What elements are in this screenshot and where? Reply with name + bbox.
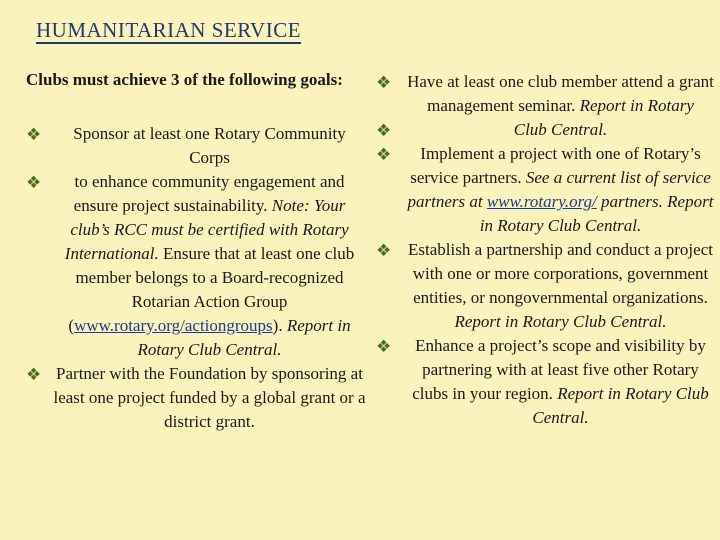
item-report: partners. Report in Rotary Club Central. xyxy=(479,192,714,235)
item-text: Ensure that at least one club member belongs to a Board-recognized Rotarian Action Group xyxy=(75,244,355,311)
diamond-bullet-icon: ❖ xyxy=(376,121,392,141)
item-text: Sponsor at least one Rotary Community Corps xyxy=(73,124,346,167)
diamond-bullet-icon: ❖ xyxy=(376,241,392,261)
right-column xyxy=(376,70,718,430)
item-text: Implement a project with one of Rotary’s service partners. xyxy=(410,144,701,187)
list-item: ❖ to enhance community engagement and ensure project sustainability. Note: Your club’s RCC must be certified with Rotary International. Ensure that at least one club member belongs to a Board-recognized Rotarian Action Group (www.rotary.org/actiongroups). Report in Rotary Club Central. xyxy=(26,172,355,359)
item-text: Enhance a project’s scope and visibility by partnering with at least five other Rotary clubs in your region. xyxy=(412,336,706,403)
item-text: to enhance community engagement and ensure project sustainability. xyxy=(73,172,345,215)
item-text: Partner with the Foundation by sponsoring at least one project funded by a global grant or a district grant. xyxy=(53,364,366,431)
item-report: Report in Rotary xyxy=(579,96,694,115)
diamond-bullet-icon: ❖ xyxy=(376,337,392,357)
item-report: Club Central. xyxy=(513,120,608,139)
left-column xyxy=(26,122,366,434)
item-note: Note: Your club’s RCC must be certified with Rotary International. xyxy=(64,196,349,263)
diamond-bullet-icon: ❖ xyxy=(376,145,392,165)
list-item xyxy=(376,70,718,118)
item-text: Have at least one club member attend a grant management seminar. xyxy=(407,72,714,115)
item-note: See a current list of service partners at xyxy=(407,168,711,211)
item-report: Report in Rotary Club Central. xyxy=(137,316,351,359)
item-report: Report in Rotary Club Central. xyxy=(532,384,709,427)
intro-text: Clubs must achieve 3 of the following goals: xyxy=(26,70,343,89)
page-title: HUMANITARIAN SERVICE xyxy=(36,18,302,42)
list-item xyxy=(376,334,718,430)
list-item xyxy=(376,118,718,142)
item-text: ). xyxy=(272,316,283,335)
diamond-bullet-icon: ❖ xyxy=(26,125,42,145)
item-text: Establish a partnership and conduct a project with one or more corporations, government entities, or nongovernmental organizations. xyxy=(408,240,713,307)
action-groups-link[interactable]: www.rotary.org/actiongroups xyxy=(74,316,273,335)
diamond-bullet-icon: ❖ xyxy=(376,73,392,93)
list-item xyxy=(26,362,366,434)
item-report: Report in Rotary Club Central. xyxy=(454,312,667,331)
diamond-bullet-icon: ❖ xyxy=(26,173,42,193)
diamond-bullet-icon: ❖ xyxy=(26,365,42,385)
rotary-partners-link[interactable]: www.rotary.org/ xyxy=(486,192,597,211)
list-item xyxy=(376,142,718,238)
list-item xyxy=(376,238,718,334)
list-item xyxy=(26,122,366,170)
